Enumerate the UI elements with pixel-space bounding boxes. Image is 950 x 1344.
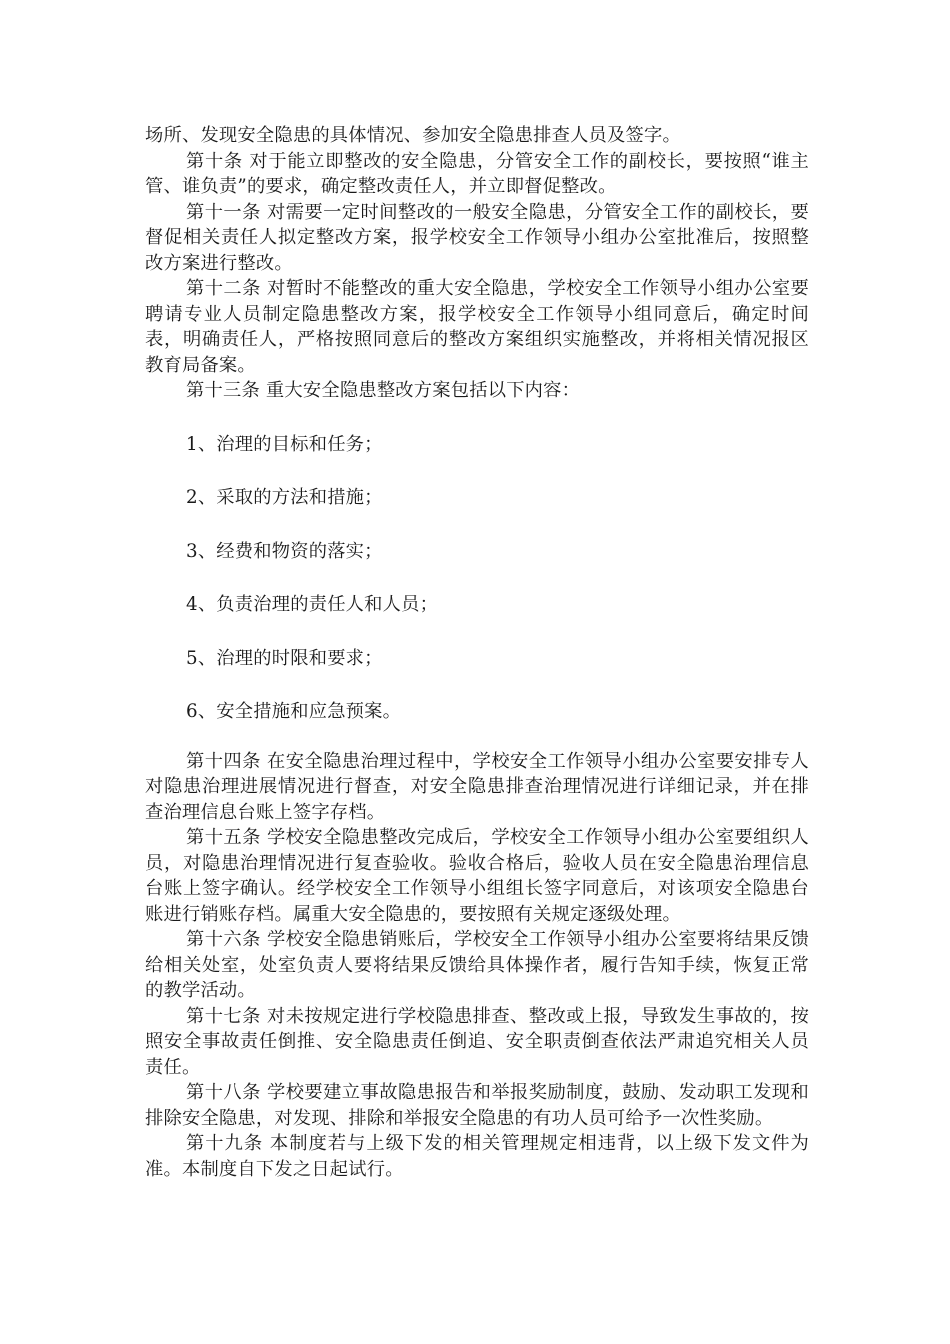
list-item: 3、经费和物资的落实； bbox=[186, 540, 383, 562]
list-item: 2、采取的方法和措施； bbox=[186, 487, 383, 508]
paragraph-continuation: 场所、发现安全隐患的具体情况、参加安全隐患排查人员及签字。 bbox=[145, 125, 681, 146]
paragraph-article-12: 第十二条 对暂时不能整改的重大安全隐患，学校安全工作领导小组办公室要聘请专业人员制定隐患整改方案，报学校安全工作领导小组同意后，确定时间表，明确责任人，严格按照同意后的整改方案组织实施整改，并将相关情况报区教育局备案。 bbox=[145, 278, 809, 376]
paragraph-article-18: 第十八条 学校要建立事故隐患报告和举报奖励制度，鼓励、发动职工发现和排除安全隐患，对发现、排除和举报安全隐患的有功人员可给予一次性奖励。 bbox=[145, 1082, 809, 1129]
paragraph-article-13: 第十三条 重大安全隐患整改方案包括以下内容： bbox=[186, 380, 581, 401]
list-item: 1、治理的目标和任务； bbox=[186, 433, 383, 455]
list-item: 4、负责治理的责任人和人员； bbox=[186, 594, 439, 615]
list-item: 5、治理的时限和要求； bbox=[186, 647, 383, 669]
list-item: 6、安全措施和应急预案。 bbox=[186, 701, 402, 722]
paragraph-article-10: 第十条 对于能立即整改的安全隐患，分管安全工作的副校长，要按照“谁主管、谁负责”的要求，确定整改责任人，并立即督促整改。 bbox=[145, 150, 809, 197]
paragraph-article-11: 第十一条 对需要一定时间整改的一般安全隐患，分管安全工作的副校长，要督促相关责任人拟定整改方案，报学校安全工作领导小组办公室批准后，按照整改方案进行整改。 bbox=[145, 201, 809, 274]
paragraph-article-17: 第十七条 对未按规定进行学校隐患排查、整改或上报，导致发生事故的，按照安全事故责任倒推、安全隐患责任倒追、安全职责倒查依法严肃追究相关人员责任。 bbox=[145, 1005, 809, 1078]
paragraph-article-15: 第十五条 学校安全隐患整改完成后，学校安全工作领导小组办公室要组织人员，对隐患治理情况进行复查验收。验收合格后，验收人员在安全隐患治理信息台账上签字确认。经学校安全工作领导小组组长签字同意后，对该项安全隐患台账进行销账存档。属重大安全隐患的，要按照有关规定逐级处理。 bbox=[145, 827, 809, 925]
paragraph-article-14: 第十四条 在安全隐患治理过程中，学校安全工作领导小组办公室要安排专人对隐患治理进展情况进行督查，对安全隐患排查治理情况进行详细记录，并在排查治理信息台账上签字存档。 bbox=[145, 750, 809, 823]
paragraph-article-19: 第十九条 本制度若与上级下发的相关管理规定相违背，以上级下发文件为准。本制度自下发之日起试行。 bbox=[145, 1133, 809, 1180]
paragraph-article-16: 第十六条 学校安全隐患销账后，学校安全工作领导小组办公室要将结果反馈给相关处室，处室负责人要将结果反馈给具体操作者，履行告知手续，恢复正常的教学活动。 bbox=[145, 929, 809, 1001]
document-body bbox=[145, 123, 809, 1182]
